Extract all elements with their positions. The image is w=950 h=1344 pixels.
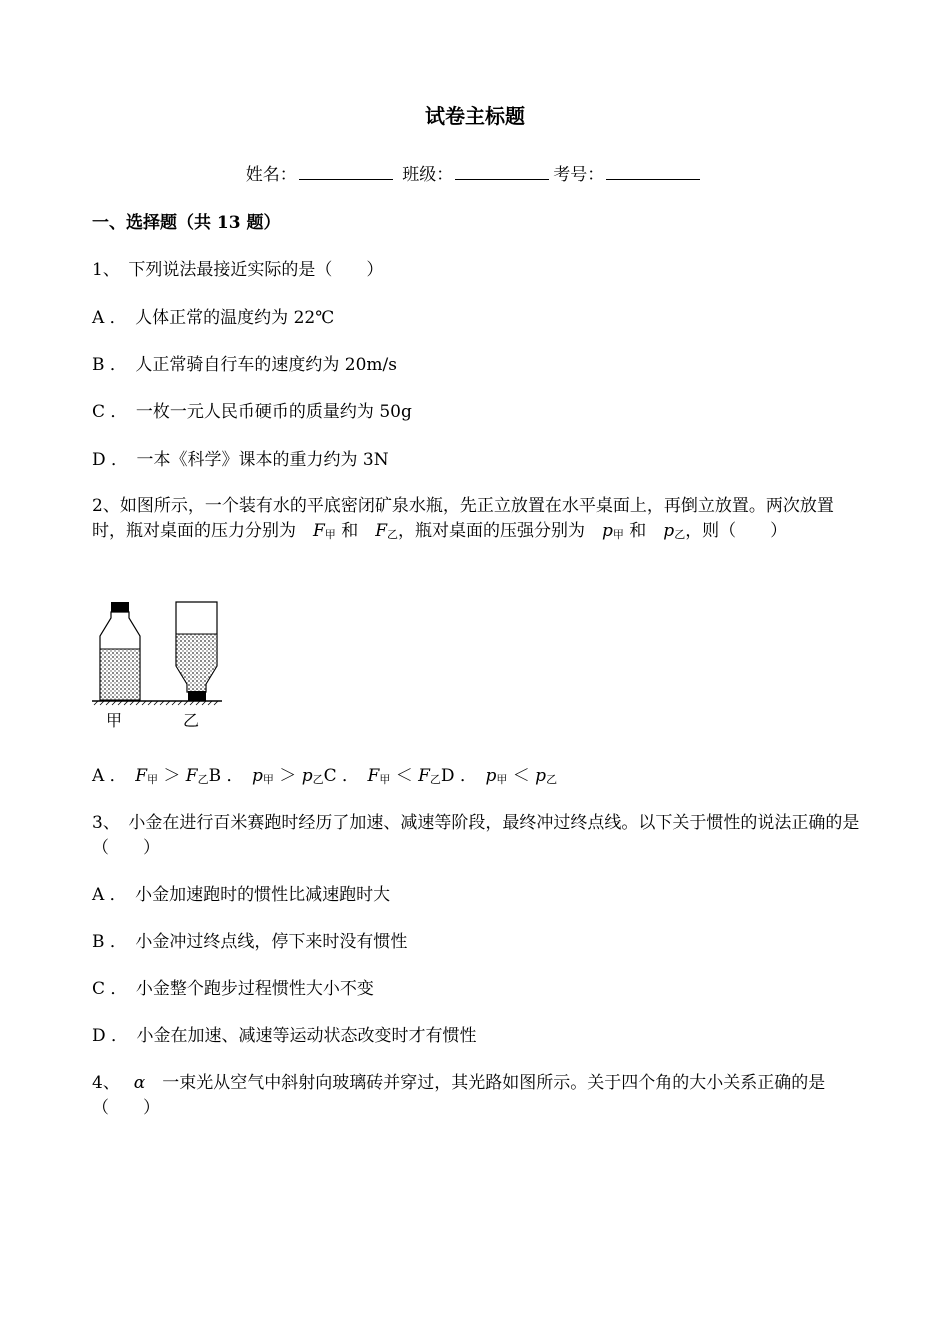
q1-stem: 1、 下列说法最接近实际的是（ ）	[92, 260, 384, 280]
student-info-line	[0, 160, 950, 185]
q2-var-p: p	[301, 766, 313, 786]
q2-var-F: F	[135, 766, 147, 786]
q2-option-a[interactable]	[92, 766, 209, 786]
q2-sub-yi: 乙	[312, 773, 324, 786]
q2-var-F: F	[418, 766, 430, 786]
q2-stem-mid: ，瓶对桌面的压强分别为	[398, 521, 585, 541]
q2-option-b[interactable]	[209, 766, 324, 786]
q2-sub-jia: 甲	[146, 773, 158, 786]
q2-stem-end: ，则（ ）	[685, 521, 788, 541]
q2-stem-text: 2、如图所示，一个装有水的平底密闭矿泉水瓶，先正立放置在水平桌面上，再倒立放置。两次放置时，瓶对桌面的压力分别为	[92, 496, 834, 541]
class-label: 班级：	[402, 165, 454, 185]
table-surface	[92, 701, 222, 705]
q2-var-p: p	[252, 766, 263, 786]
q2-var-p: p	[602, 521, 613, 541]
q1-option-a[interactable]: A ． 人体正常的温度约为 22℃	[92, 308, 335, 328]
q2-he: 和	[341, 521, 359, 541]
q2-sub-jia: 甲	[496, 773, 508, 786]
q3-option-b[interactable]: B ． 小金冲过终点线，停下来时没有惯性	[92, 932, 408, 952]
q2-sub-jia: 甲	[379, 773, 391, 786]
q2-sub-jia: 甲	[612, 528, 624, 541]
q2-option-d[interactable]	[441, 766, 557, 786]
q2-var-F: F	[375, 521, 387, 541]
q1-option-c[interactable]: C ． 一枚一元人民币硬币的质量约为 50g	[92, 402, 412, 422]
q1-option-b[interactable]: B ． 人正常骑自行车的速度约为 20m/s	[92, 355, 398, 375]
q2-option-a-letter: A ．	[92, 766, 119, 786]
q2-option-d-letter: D ．	[440, 766, 469, 786]
q2-var-F: F	[367, 766, 380, 786]
q2-stem	[92, 494, 862, 547]
q2-var-p: p	[535, 766, 547, 786]
q2-var-p: p	[485, 766, 497, 786]
exam-no-blank[interactable]	[606, 163, 700, 180]
q2-options	[92, 764, 862, 792]
q2-option-c[interactable]	[324, 766, 441, 786]
q4-number: 4、	[92, 1073, 112, 1093]
exam-no-label: 考号：	[553, 165, 605, 185]
q2-gt: ＞	[279, 766, 297, 786]
q2-sub-yi: 乙	[429, 773, 441, 786]
q2-sub-yi: 乙	[674, 528, 686, 541]
q2-var-p: p	[663, 521, 675, 541]
q3-stem: 3、 小金在进行百米赛跑时经历了加速、减速等阶段，最终冲过终点线。以下关于惯性的说法正确的是（ ）	[92, 813, 860, 858]
name-blank[interactable]	[299, 163, 393, 180]
q2-sub-jia: 甲	[262, 773, 274, 786]
q2-var-F: F	[185, 766, 198, 786]
section-heading: 一、选择题（共 13 题）	[92, 213, 281, 233]
q2-lt: ＜	[395, 766, 413, 786]
q3-option-d[interactable]: D ． 小金在加速、减速等运动状态改变时才有惯性	[92, 1026, 477, 1046]
q2-sub-yi: 乙	[546, 773, 558, 786]
q1-option-d[interactable]: D ． 一本《科学》课本的重力约为 3N	[92, 450, 389, 470]
name-label: 姓名：	[245, 165, 297, 185]
page-title: 试卷主标题	[425, 104, 525, 128]
q3-option-a[interactable]: A ． 小金加速跑时的惯性比减速跑时大	[92, 885, 391, 905]
class-blank[interactable]	[455, 163, 549, 180]
q2-option-b-letter: B ．	[208, 766, 235, 786]
q2-option-c-letter: C ．	[323, 766, 351, 786]
q2-gt: ＞	[163, 766, 181, 786]
q2-lt: ＜	[512, 766, 530, 786]
inverted-bottle	[176, 602, 217, 701]
q4-alpha: α	[133, 1073, 146, 1093]
q2-he: 和	[629, 521, 647, 541]
q2-sub-jia: 甲	[324, 528, 336, 541]
q4-stem	[92, 1071, 862, 1121]
q2-var-F: F	[313, 521, 325, 541]
q2-sub-yi: 乙	[387, 528, 398, 541]
fig-label-yi: 乙	[183, 713, 200, 730]
q3-option-c[interactable]: C ． 小金整个跑步过程惯性大小不变	[92, 979, 374, 999]
fig-label-jia: 甲	[106, 713, 123, 730]
q2-sub-yi: 乙	[197, 773, 209, 786]
q4-stem-text: 一束光从空气中斜射向玻璃砖并穿过，其光路如图所示。关于四个角的大小关系正确的是（ ）	[92, 1073, 826, 1118]
bottle-diagram-svg	[92, 596, 222, 736]
bottle-figure	[92, 596, 222, 736]
upright-bottle	[100, 602, 140, 700]
